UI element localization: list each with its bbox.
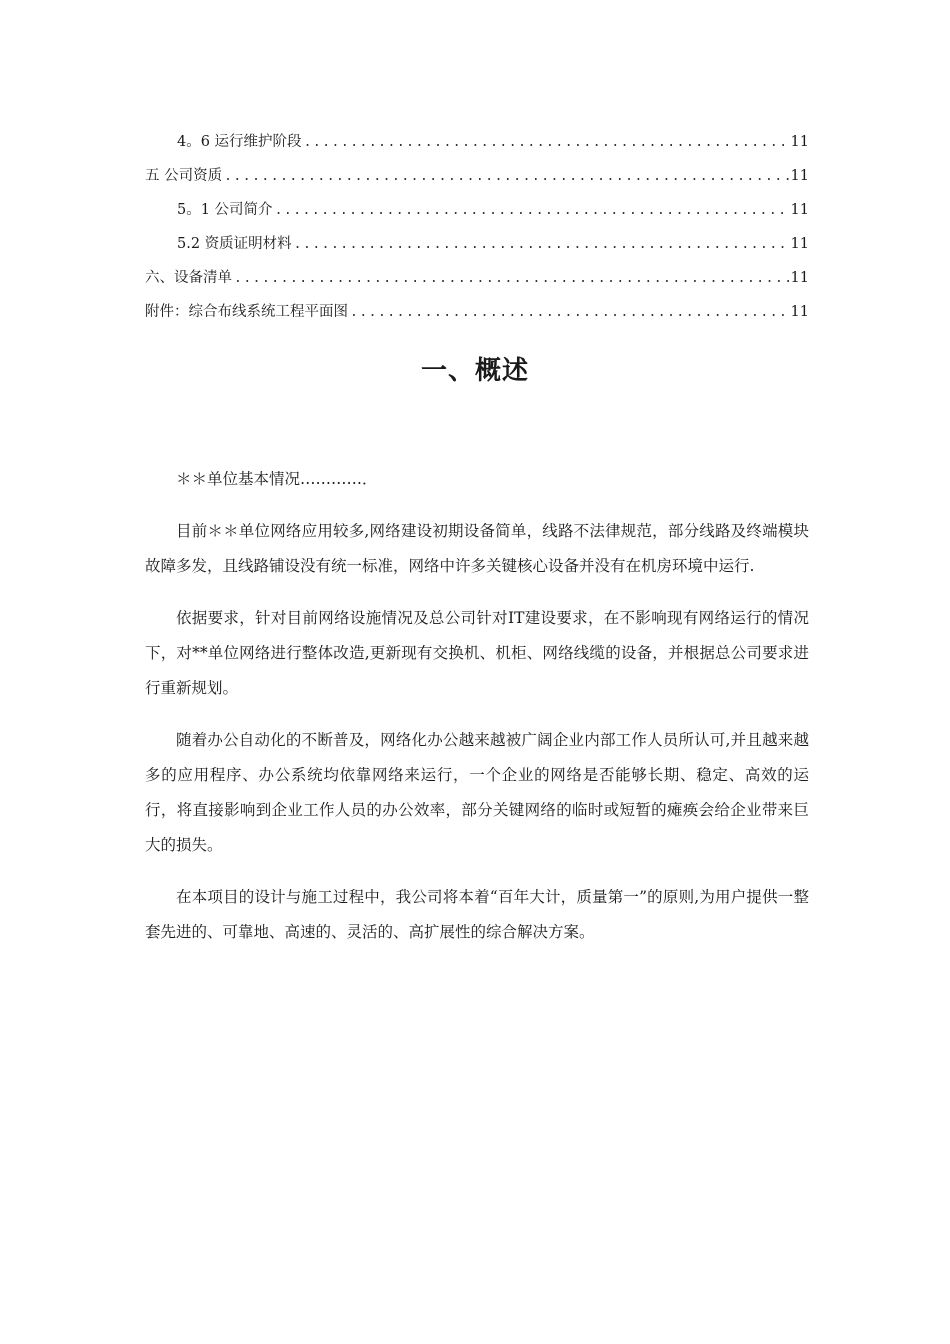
toc-dot-leader — [304, 126, 789, 160]
toc-entry-page: 11 — [790, 304, 809, 320]
toc-entry-page: 11 — [790, 168, 809, 184]
toc-entry[interactable] — [145, 261, 809, 295]
toc-dot-leader — [234, 262, 789, 296]
section-heading: 一、概述 — [420, 356, 529, 386]
toc-dot-leader — [224, 160, 788, 194]
toc-entry-page: 11 — [790, 134, 809, 150]
toc-entry-title: 附件：综合布线系统工程平面图 — [145, 304, 348, 320]
toc-entry[interactable] — [145, 159, 809, 193]
body-paragraph: ＊＊单位基本情况…………． — [176, 470, 378, 488]
toc-dot-leader — [294, 228, 789, 262]
toc-entry[interactable] — [145, 295, 809, 329]
body-paragraph: 随着办公自动化的不断普及，网络化办公越来越被广阔企业内部工作人员所认可,并且越来越多的应用程序、办公系统均依靠网络来运行，一个企业的网络是否能够长期、稳定、高效的运行，将直接影响到企业工作人员的办公效率，部分关键网络的临时或短暂的瘫痪会给企业带来巨大的损失。 — [145, 731, 809, 854]
table-of-contents — [145, 125, 809, 329]
toc-entry-page: 11 — [790, 202, 809, 218]
toc-entry[interactable] — [145, 227, 809, 261]
toc-entry-page: 11 — [790, 270, 809, 286]
body-paragraph: 在本项目的设计与施工过程中，我公司将本着“百年大计，质量第一”的原则,为用户提供一整套先进的、可靠地、高速的、灵活的、高扩展性的综合解决方案。 — [145, 888, 809, 941]
toc-entry-title: 五 公司资质 — [145, 168, 223, 184]
toc-entry-page: 11 — [790, 236, 809, 252]
toc-entry[interactable] — [145, 125, 809, 159]
toc-dot-leader — [275, 194, 789, 228]
toc-entry-title: 5。1 公司简介 — [177, 202, 273, 218]
toc-entry[interactable] — [145, 193, 809, 227]
body-paragraph: 依据要求，针对目前网络设施情况及总公司针对IT建设要求，在不影响现有网络运行的情况下，对**单位网络进行整体改造,更新现有交换机、机柜、网络线缆的设备，并根据总公司要求进行重新规划。 — [145, 609, 809, 697]
toc-entry-title: 5.2 资质证明材料 — [177, 236, 292, 252]
toc-entry-title: 六、设备清单 — [145, 270, 232, 286]
toc-entry-title: 4。6 运行维护阶段 — [177, 134, 302, 150]
section-body — [145, 462, 809, 967]
body-paragraph: 目前＊＊单位网络应用较多,网络建设初期设备简单，线路不法律规范，部分线路及终端模块故障多发，且线路铺设没有统一标准，网络中许多关键核心设备并没有在机房环境中运行. — [145, 522, 809, 575]
toc-dot-leader — [350, 296, 789, 330]
